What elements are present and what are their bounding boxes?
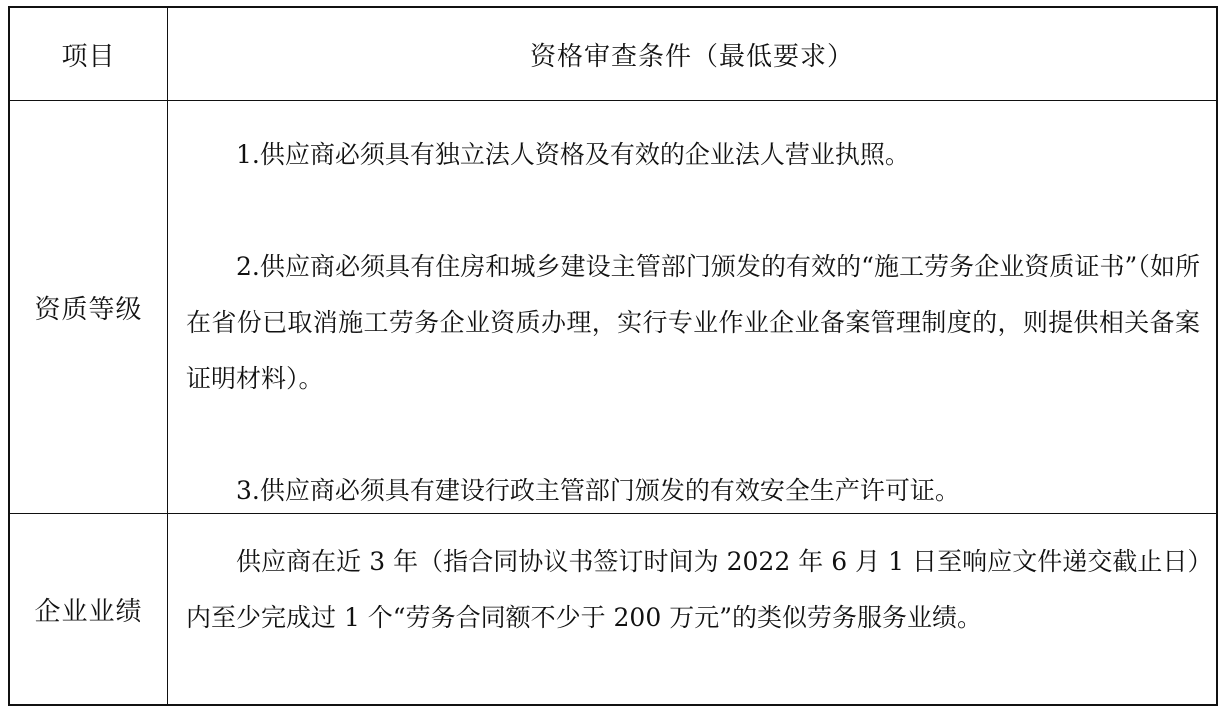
header-condition-cell	[168, 8, 1216, 100]
row-item-cell	[10, 514, 168, 704]
table-row	[10, 101, 1216, 514]
condition-paragraph: 3.供应商必须具有建设行政主管部门颁发的有效安全生产许可证。	[236, 476, 960, 505]
row-item-label: 资质等级	[34, 294, 143, 325]
paragraph-gap	[186, 183, 1200, 239]
header-condition-label: 资格审查条件（最低要求）	[529, 41, 854, 72]
paragraph-gap	[186, 407, 1200, 463]
condition-paragraph: 1.供应商必须具有独立法人资格及有效的企业法人营业执照。	[236, 140, 910, 169]
table-row	[10, 514, 1216, 704]
row-condition-cell	[168, 514, 1216, 704]
header-item-cell	[10, 8, 168, 100]
condition-paragraph: 供应商在近 3 年（指合同协议书签订时间为 2022 年 6 月 1 日至响应文件递交截止日）内至少完成过 1 个“劳务合同额不少于 200 万元”的类似劳务服务业绩。	[186, 547, 1200, 632]
row-item-label: 企业业绩	[34, 596, 143, 627]
row-item-cell	[10, 101, 168, 513]
qualification-table	[8, 6, 1218, 706]
table-header-row	[10, 8, 1216, 101]
header-item-label: 项目	[61, 41, 116, 72]
condition-paragraph: 2.供应商必须具有住房和城乡建设主管部门颁发的有效的“施工劳务企业资质证书”（如所在省份已取消施工劳务企业资质办理，实行专业作业企业备案管理制度的，则提供相关备案证明材料）。	[186, 252, 1200, 393]
row-condition-cell	[168, 101, 1216, 513]
